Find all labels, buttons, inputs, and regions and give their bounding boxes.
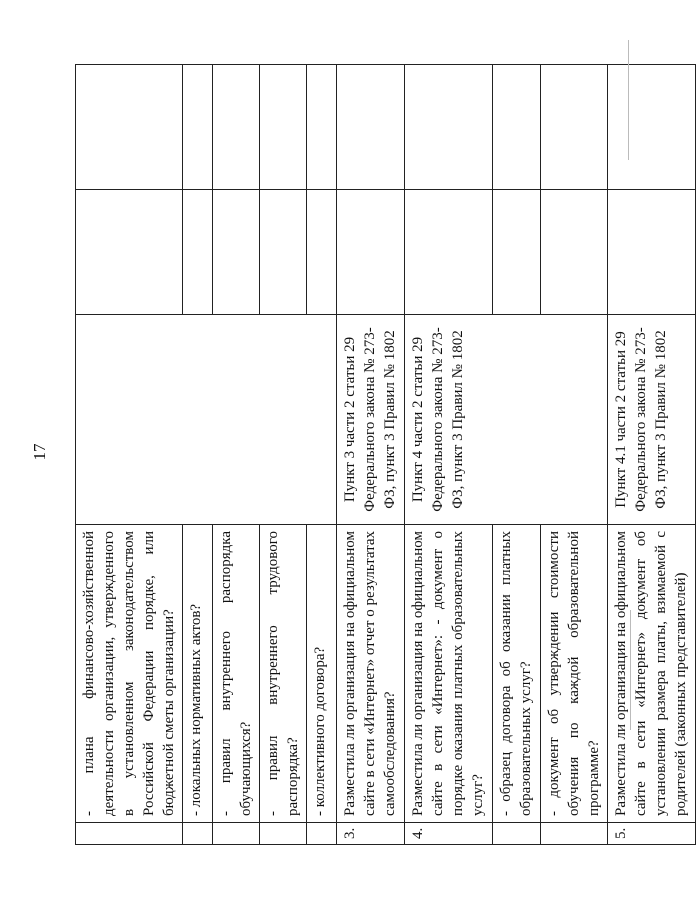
answer-cell	[337, 190, 405, 315]
answer-cell	[541, 190, 608, 315]
question-cell: Разместила ли организация на официальном сайте в сети «Интернет» отчет о результатах самообследования?	[337, 525, 405, 823]
page-number: 17	[30, 443, 49, 461]
row-number: 4.	[405, 823, 493, 845]
question-cell: Разместила ли организация на официальном сайте в сети «Интернет»: - документ о порядке оказания платных образовательных услуг?	[405, 525, 493, 823]
answer-cell	[608, 190, 696, 315]
row-number	[307, 823, 337, 845]
answer-cell	[493, 190, 541, 315]
legal-reference-cell: Пункт 4.1 части 2 статьи 29 Федерального закона № 273-ФЗ, пункт 3 Правил № 1802	[608, 315, 696, 525]
row-number: 3.	[337, 823, 405, 845]
table-row	[608, 65, 696, 845]
note-cell	[541, 65, 608, 190]
legal-reference-cell: Пункт 4 части 2 статьи 29 Федерального закона № 273-ФЗ, пункт 3 Правил № 1802	[405, 315, 608, 525]
legal-reference-cell	[76, 315, 337, 525]
row-number	[213, 823, 260, 845]
note-cell	[405, 65, 493, 190]
row-number	[76, 823, 183, 845]
note-cell	[493, 65, 541, 190]
answer-cell	[213, 190, 260, 315]
note-cell	[307, 65, 337, 190]
question-cell: - документ об утверждении стоимости обучения по каждой образовательной программе?	[541, 525, 608, 823]
table-row	[405, 65, 493, 845]
scan-artifact-line	[628, 40, 629, 160]
answer-cell	[76, 190, 183, 315]
checklist-table	[75, 64, 696, 845]
answer-cell	[260, 190, 307, 315]
question-cell: - образец договора об оказании платных образовательных услуг?	[493, 525, 541, 823]
note-cell	[608, 65, 696, 190]
row-number: 5.	[608, 823, 696, 845]
row-number	[493, 823, 541, 845]
answer-cell	[405, 190, 493, 315]
note-cell	[76, 65, 183, 190]
table-row	[337, 65, 405, 845]
note-cell	[183, 65, 213, 190]
row-number	[260, 823, 307, 845]
question-cell: - плана финансово-хозяйственной деятельности организации, утвержденного в установленном законодательством Российской Федерации порядке, или бюджетной сметы организации?	[76, 525, 183, 823]
row-number	[183, 823, 213, 845]
note-cell	[337, 65, 405, 190]
legal-reference-cell: Пункт 3 части 2 статьи 29 Федерального закона № 273-ФЗ, пункт 3 Правил № 1802	[337, 315, 405, 525]
table-row	[76, 65, 183, 845]
checklist-table-container	[75, 65, 689, 845]
answer-cell	[307, 190, 337, 315]
question-cell: Разместила ли организация на официальном сайте в сети «Интернет» документ об установлении размера платы, взимаемой с родителей (законных представителей)	[608, 525, 696, 823]
question-cell: - правил внутреннего трудового распорядка?	[260, 525, 307, 823]
note-cell	[260, 65, 307, 190]
row-number	[541, 823, 608, 845]
question-cell: - коллективного договора?	[307, 525, 337, 823]
note-cell	[213, 65, 260, 190]
answer-cell	[183, 190, 213, 315]
question-cell: - локальных нормативных актов?	[183, 525, 213, 823]
question-cell: - правил внутреннего распорядка обучающихся?	[213, 525, 260, 823]
scan-artifact-line	[630, 610, 631, 730]
